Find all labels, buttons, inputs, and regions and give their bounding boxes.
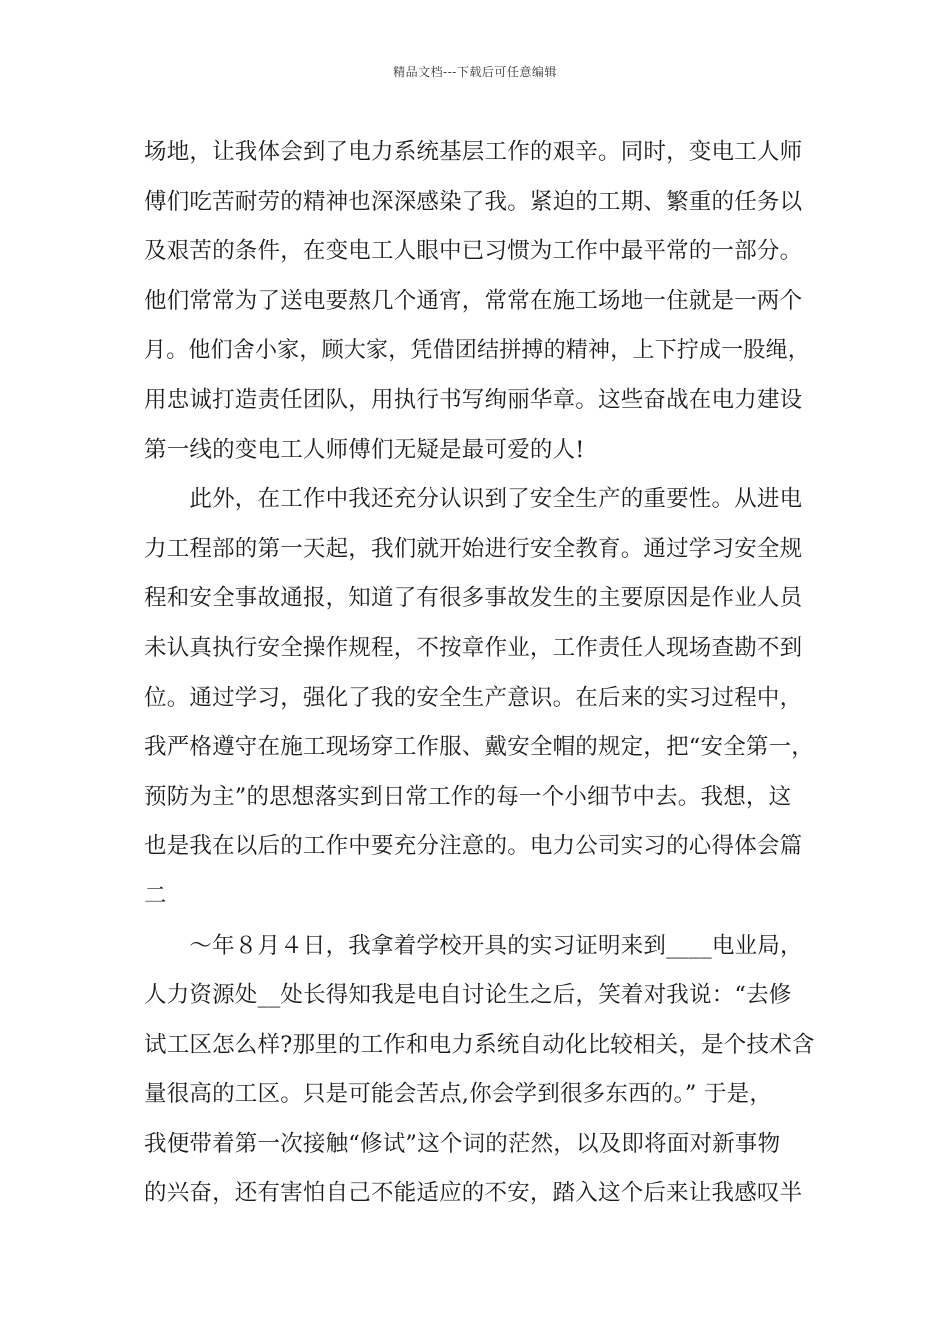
text-line: 及艰苦的条件，在变电工人眼中已习惯为工作中最平常的一部分。 xyxy=(144,238,803,265)
text-line: 程和安全事故通报，知道了有很多事故发生的主要原因是作业人员 xyxy=(144,585,803,612)
text-line: 我严格遵守在施工现场穿工作服、戴安全帽的规定，把“安全第一， xyxy=(144,734,815,761)
text-line: 傅们吃苦耐劳的精神也深深感染了我。紧迫的工期、繁重的任务以 xyxy=(144,188,803,215)
text-line: 用忠诚打造责任团队，用执行书写绚丽华章。这些奋战在电力建设 xyxy=(144,386,803,413)
text-line: 未认真执行安全操作规程，不按章作业，工作责任人现场查勘不到 xyxy=(144,634,803,661)
text-line: 他们常常为了送电要熬几个通宵，常常在施工场地一住就是一两个 xyxy=(144,287,803,314)
page-header: 精品文档---下载后可任意编辑 xyxy=(393,65,557,79)
text-line: 的兴奋，还有害怕自己不能适应的不安，踏入这个后来让我感叹半 xyxy=(144,1180,803,1207)
text-line: 预防为主”的思想落实到日常工作的每一个小细节中去。我想，这 xyxy=(144,783,792,810)
document-body xyxy=(144,128,824,1219)
text-line: ～年８月４日，我拿着学校开具的实习证明来到____电业局， xyxy=(144,932,803,959)
text-line: 我便带着第一次接触“修试”这个词的茫然，以及即将面对新事物 xyxy=(144,1130,781,1157)
text-line: 人力资源处__处长得知我是电自讨论生之后，笑着对我说：“去修 xyxy=(144,982,792,1009)
text-line: 二 xyxy=(144,882,167,909)
text-line: 位。通过学习，强化了我的安全生产意识。在后来的实习过程中， xyxy=(144,684,803,711)
text-line: 试工区怎么样?那里的工作和电力系统自动化比较相关，是个技术含 xyxy=(144,1031,815,1058)
text-line: 月。他们舍小家，顾大家，凭借团结拼搏的精神，上下拧成一股绳， xyxy=(144,338,811,364)
text-line: 第一线的变电工人师傅们无疑是最可爱的人! xyxy=(144,436,585,463)
text-line: 此外，在工作中我还充分认识到了安全生产的重要性。从进电 xyxy=(144,486,803,513)
text-line: 场地，让我体会到了电力系统基层工作的艰辛。同时，变电工人师 xyxy=(144,139,803,165)
text-line: 也是我在以后的工作中要充分注意的。电力公司实习的心得体会篇 xyxy=(144,833,803,860)
text-line: 量很高的工区。只是可能会苦点,你会学到很多东西的。” 于是， xyxy=(144,1081,773,1108)
text-line: 力工程部的第一天起，我们就开始进行安全教育。通过学习安全规 xyxy=(144,535,803,562)
